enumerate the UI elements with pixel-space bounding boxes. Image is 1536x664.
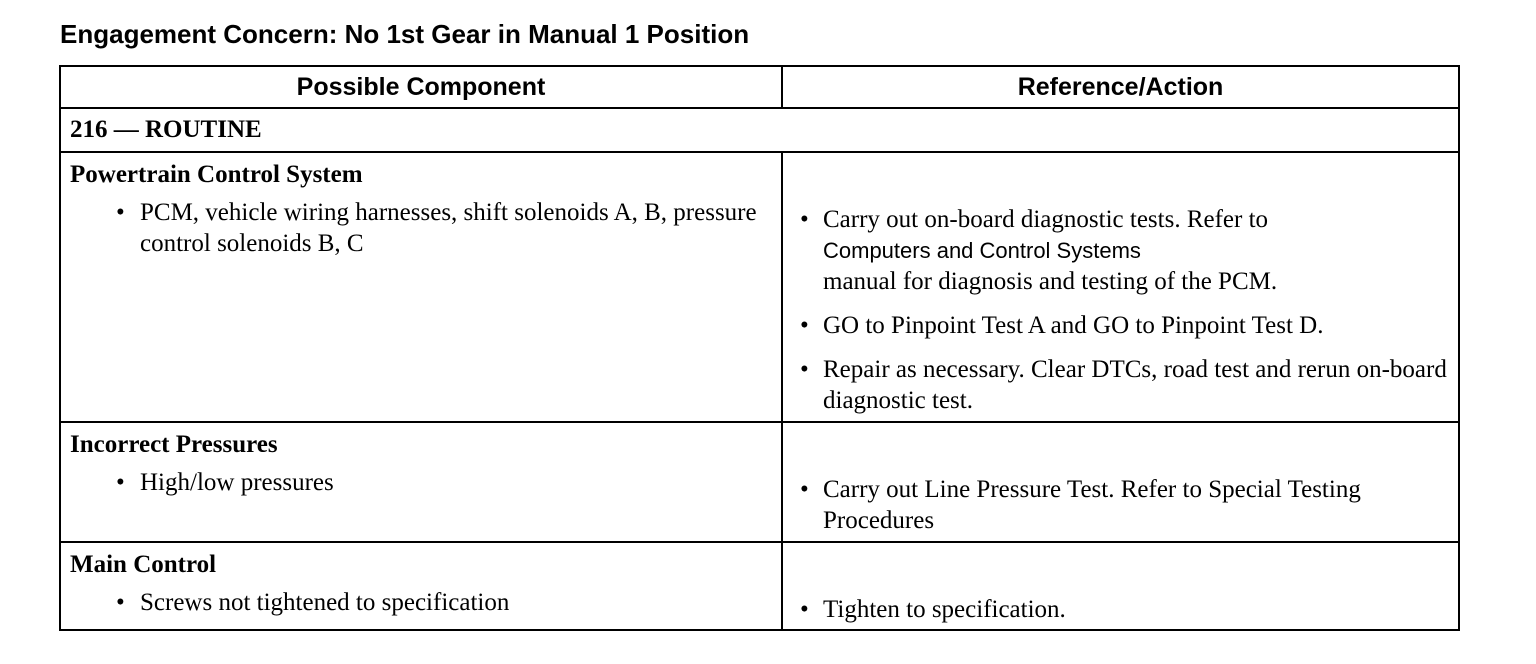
action-bullet — [783, 594, 1458, 625]
routine-row — [60, 108, 1459, 152]
diagnosis-table — [59, 65, 1460, 631]
table-row — [60, 422, 1459, 542]
action-cell — [782, 152, 1459, 422]
bullet-glyph: • — [800, 206, 809, 233]
group-heading: Incorrect Pressures — [70, 431, 278, 458]
action-bullet — [783, 310, 1458, 341]
action-text: GO to Pinpoint Test A and GO to Pinpoint Test D. — [823, 312, 1324, 339]
action-text: Carry out on-board diagnostic tests. Refer to — [823, 206, 1269, 233]
table-header-row — [60, 66, 1459, 108]
action-bullet — [783, 474, 1458, 536]
bullet-glyph: • — [116, 589, 125, 616]
component-text: PCM, vehicle wiring harnesses, shift solenoids A, B, pressure control solenoids B, C — [140, 199, 757, 257]
bullet-glyph: • — [800, 356, 809, 383]
table-row — [60, 152, 1459, 422]
header-possible-component: Possible Component — [60, 66, 782, 108]
group-heading: Powertrain Control System — [70, 161, 363, 188]
header-reference-action: Reference/Action — [782, 66, 1459, 108]
routine-label: 216 — ROUTINE — [60, 108, 1459, 152]
action-text: Tighten to specification. — [823, 596, 1066, 623]
component-bullet — [61, 467, 781, 498]
table-row — [60, 542, 1459, 630]
bullet-glyph: • — [116, 199, 125, 226]
page-title: Engagement Concern: No 1st Gear in Manual 1 Position — [60, 19, 750, 49]
bullet-glyph: • — [116, 469, 125, 496]
action-text: Repair as necessary. Clear DTCs, road test and rerun on-board diagnostic test. — [823, 356, 1447, 414]
bullet-glyph: • — [800, 476, 809, 503]
bullet-glyph: • — [800, 312, 809, 339]
manual-reference: Computers and Control Systems — [823, 238, 1141, 263]
component-bullet — [61, 587, 781, 618]
action-cell — [782, 542, 1459, 630]
component-cell — [60, 152, 782, 422]
action-text: manual for diagnosis and testing of the PCM. — [823, 268, 1278, 295]
component-cell — [60, 422, 782, 542]
action-bullet — [783, 354, 1458, 416]
component-text: Screws not tightened to specification — [140, 589, 510, 616]
action-text: Carry out Line Pressure Test. Refer to Special Testing Procedures — [823, 476, 1361, 534]
component-text: High/low pressures — [140, 469, 334, 496]
action-bullet — [783, 204, 1458, 297]
action-cell — [782, 422, 1459, 542]
bullet-glyph: • — [800, 596, 809, 623]
group-heading: Main Control — [70, 551, 217, 578]
component-cell — [60, 542, 782, 630]
component-bullet — [61, 197, 781, 259]
